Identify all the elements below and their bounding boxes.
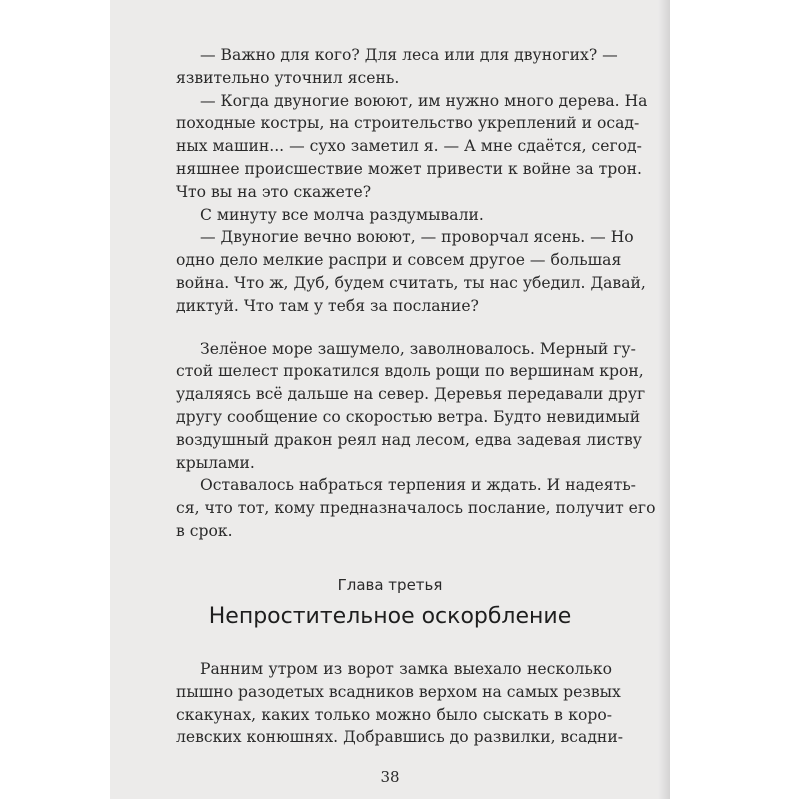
- text-line: Что вы на это скажете?: [176, 182, 372, 201]
- text-line: стой шелест прокатился вдоль рощи по вершинам крон,: [176, 362, 644, 381]
- book-page: [110, 0, 670, 799]
- text-line: ся, что тот, кому предназначалось послание, получит его: [176, 499, 656, 518]
- chapter-label: Глава третья: [337, 576, 443, 594]
- text-line: няшнее происшествие может привести к войне за трон.: [176, 159, 642, 178]
- chapter-title: Непростительное оскорбление: [208, 604, 572, 629]
- text-line: С минуту все молча раздумывали.: [200, 205, 484, 224]
- text-line: другу сообщение со скоростью ветра. Будто невидимый: [176, 407, 641, 426]
- text-line: Зелёное море зашумело, заволновалось. Мерный гу-: [200, 339, 636, 358]
- text-line: — Двуногие вечно воюют, — проворчал ясень. — Но: [200, 228, 634, 247]
- text-line: диктуй. Что там у тебя за послание?: [176, 296, 479, 315]
- text-line: Ранним утром из ворот замка выехало несколько: [200, 660, 612, 678]
- body-text: [176, 44, 656, 543]
- text-line: язвительно уточнил ясень.: [176, 68, 400, 87]
- text-line: воздушный дракон реял над лесом, едва задевая листву: [176, 430, 642, 449]
- text-line: ных машин... — сухо заметил я. — А мне сдаётся, сегод-: [176, 137, 642, 156]
- text-line: пышно разодетых всадников верхом на самых резвых: [176, 682, 621, 701]
- text-line: Оставалось набраться терпения и ждать. И надеять-: [200, 476, 636, 495]
- page-number: 38: [380, 768, 400, 786]
- text-line: — Когда двуногие воюют, им нужно много дерева. На: [200, 91, 648, 110]
- text-line: — Важно для кого? Для леса или для двуногих? —: [200, 46, 618, 64]
- text-line: походные костры, на строительство укреплений и осад-: [176, 114, 640, 133]
- text-line: в срок.: [176, 521, 233, 540]
- section-gap: [176, 318, 612, 338]
- text-line: левских конюшнях. Добравшись до развилки, всадни-: [176, 728, 623, 747]
- text-line: скакунах, каких только можно было сыскать в коро-: [176, 705, 612, 724]
- text-line: удаляясь всё дальше на север. Деревья передавали друг: [176, 385, 646, 404]
- chapter-body-text: [176, 658, 623, 749]
- text-line: одно дело мелкие распри и совсем другое — большая: [176, 251, 622, 270]
- text-line: война. Что ж, Дуб, будем считать, ты нас убедил. Давай,: [176, 273, 646, 292]
- text-line: крылами.: [176, 453, 255, 472]
